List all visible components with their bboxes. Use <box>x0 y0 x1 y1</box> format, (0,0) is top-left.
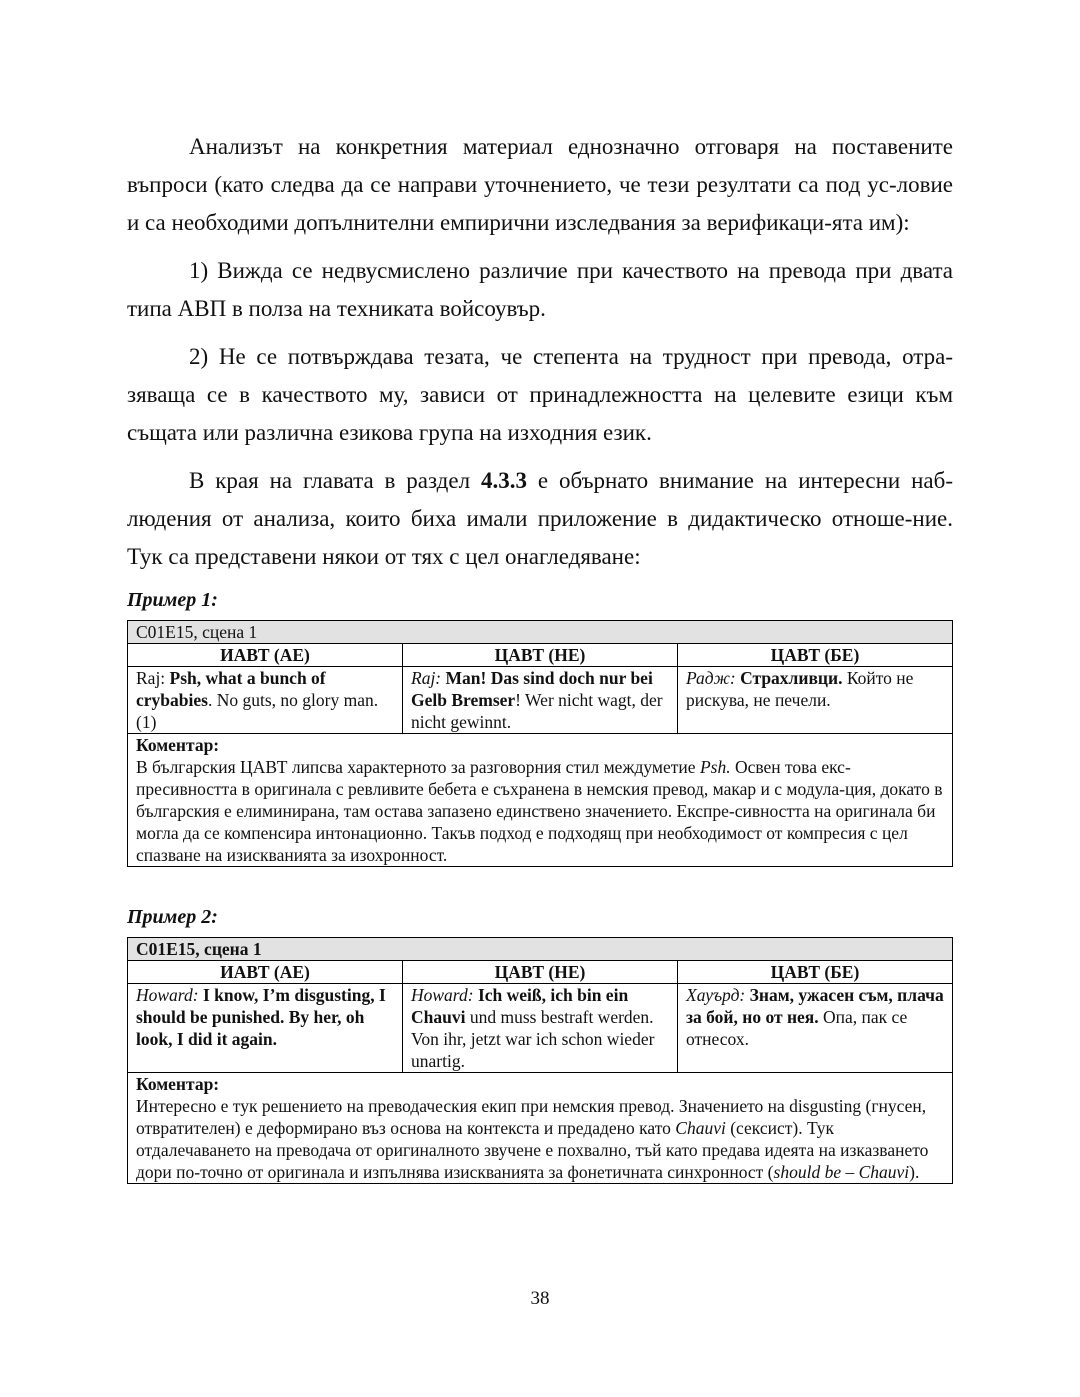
highlight: Ich weiß, ich bin ein Chauvi <box>411 985 629 1027</box>
example-2-bulgarian-cell <box>678 984 953 1073</box>
example-2-table <box>127 937 953 1184</box>
example-2-german-cell <box>403 984 678 1073</box>
paragraph-2: 1) Вижда се недвусмислено различие при качеството на превода при двата типа АВП в полза на техниката войсоувър. <box>127 258 953 321</box>
rest: Опа, пак се отнесох. <box>686 1007 908 1049</box>
paragraph-4-start: В края на главата в раздел <box>189 468 481 493</box>
scene-label: C01E15, сцена 1 <box>136 939 262 959</box>
page-number: 38 <box>530 1288 550 1309</box>
highlight: Страхливци. <box>740 668 843 688</box>
comment-text: Интересно е тук решението на преводаческия екип при немския превод. Значението на disgusting (гнусен, отвратителен) е деформирано въз основа на контекста и предадено като <box>136 1096 927 1138</box>
paragraph-4-end: е обърнато внимание на интересни наб-людения от анализа, които биха имали приложение в дидактическо отноше-ние. Тук са представени някои от тях с цел онагледяване: <box>127 468 953 569</box>
example-2-col-bulgarian: ЦАВТ (БЕ) <box>678 961 953 984</box>
example-1-scene-header: C01E15, сцена 1 <box>128 621 953 644</box>
example-1-bulgarian-cell <box>678 667 953 734</box>
comment-text: В българския ЦАВТ липсва характерното за разговорния стил междуметие <box>136 757 700 777</box>
speaker: Raj: <box>136 668 170 688</box>
example-2-source-cell <box>128 984 403 1073</box>
speaker: Howard: <box>411 985 478 1005</box>
example-1-source-cell <box>128 667 403 734</box>
speaker: Радж: <box>686 668 741 688</box>
rest: . No guts, no glory man. (1) <box>136 690 379 732</box>
paragraph-4 <box>127 462 953 576</box>
speaker: Хауърд: <box>686 985 750 1005</box>
example-2-comment <box>128 1073 953 1184</box>
comment-text: ). <box>909 1162 920 1182</box>
rest: ! Wer nicht wagt, der nicht gewinnt. <box>411 690 663 732</box>
highlight: I know, I’m disgusting, I should be punished. By her, oh look, I did it again. <box>136 985 386 1049</box>
paragraph-1: Анализът на конкретния материал еднозначно отговаря на поставените въпроси (като следва да се направи уточнението, че тези резултати са под ус-ловие и са необходими допълнителни емпирични изследвания за верификаци-ята им): <box>127 134 953 235</box>
comment-text: Освен това екс-пресивността в оригинала с ревливите бебета е съхранена в немския превод, макар и с модула-ция, докато в българския е елиминирана, там остава запазено единствено значението. Експре-сивността на оригинала би могла да се компенсира интонационно. Такъв подход е подходящ при необходимост от компресия с цел спазване на изискванията за изохронност. <box>136 757 943 865</box>
example-1-german-cell <box>403 667 678 734</box>
example-1-col-source: ИАВТ (АЕ) <box>128 644 403 667</box>
speaker: Raj: <box>411 668 446 688</box>
page-body <box>127 128 953 1184</box>
comment-italic: Chauvi <box>675 1118 726 1138</box>
highlight: Man! Das sind doch nur bei Gelb Bremser <box>411 668 653 710</box>
example-1-title: Пример 1: <box>127 589 218 611</box>
example-2-col-german: ЦАВТ (НЕ) <box>403 961 678 984</box>
comment-label: Коментар: <box>136 1074 220 1094</box>
highlight: Знам, ужасен съм, плача за бой, но от нея. <box>686 985 944 1027</box>
comment-italic: Psh. <box>699 757 731 777</box>
example-1-comment <box>128 734 953 867</box>
example-1-col-bulgarian: ЦАВТ (БЕ) <box>678 644 953 667</box>
rest: Който не рискува, не печели. <box>686 668 914 710</box>
comment-italic: should be – Chauvi <box>773 1162 910 1182</box>
rest: und muss bestraft werden. Von ihr, jetzt war ich schon wieder unartig. <box>411 1007 655 1071</box>
example-2-scene-header <box>128 938 953 961</box>
example-1-table <box>127 620 953 867</box>
section-ref: 4.3.3 <box>480 468 527 493</box>
paragraph-3: 2) Не се потвърждава тезата, че степента на трудност при превода, отра-зяваща се в качеството му, зависи от принадлежността на целевите езици към същата или различна езикова група на изходния език. <box>127 344 953 445</box>
comment-label: Коментар: <box>136 735 220 755</box>
example-2-title: Пример 2: <box>127 906 218 928</box>
highlight: Psh, what a bunch of crybabies <box>136 668 326 710</box>
speaker: Howard: <box>136 985 203 1005</box>
comment-text: (сексист). Тук отдалечаването на преводача от оригиналното звучене е похвално, тъй като предава идеята на изказването дори по-точно от оригинала и изпълнява изискванията за фонетичната синхронност ( <box>136 1118 929 1182</box>
example-2-col-source: ИАВТ (АЕ) <box>128 961 403 984</box>
example-1-col-german: ЦАВТ (НЕ) <box>403 644 678 667</box>
